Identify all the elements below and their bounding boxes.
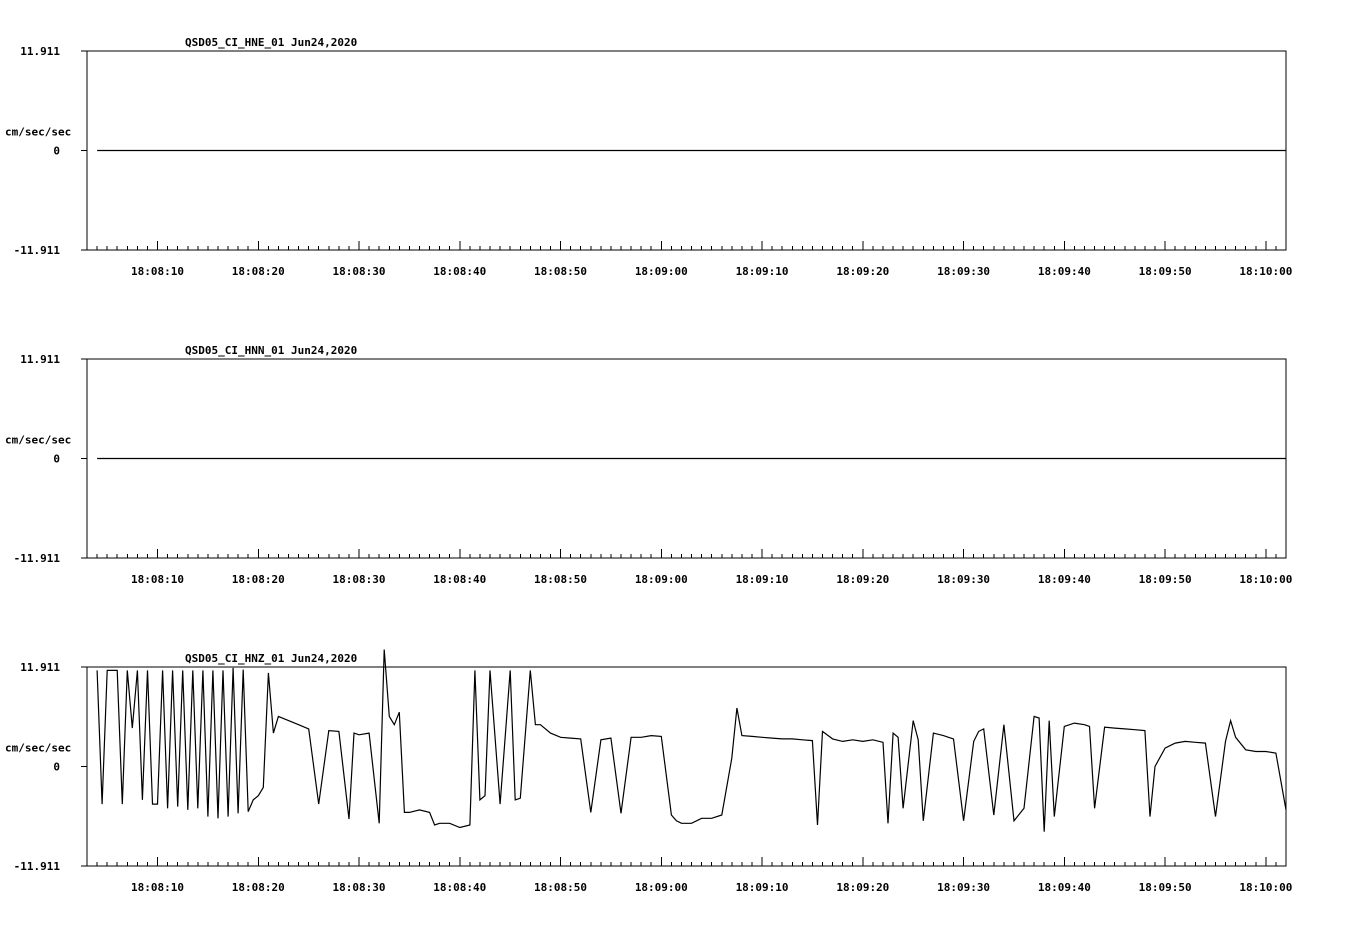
x-tick-label: 18:09:30 — [937, 573, 991, 586]
x-tick-label: 18:09:40 — [1037, 573, 1091, 586]
y-tick-label: 0 — [53, 760, 60, 774]
x-tick-label: 18:08:40 — [433, 573, 487, 586]
x-tick-label: 18:08:50 — [534, 881, 588, 894]
y-tick-label: -11.911 — [13, 552, 60, 565]
x-tick-label: 18:08:10 — [131, 881, 185, 894]
x-tick-label: 18:08:50 — [534, 265, 588, 278]
y-tick-label: -11.911 — [13, 860, 60, 873]
x-tick-label: 18:09:30 — [937, 881, 991, 894]
x-tick-label: 18:09:10 — [735, 265, 789, 278]
x-tick-label: 18:09:20 — [836, 881, 890, 894]
y-axis-label: cm/sec/sec — [5, 741, 72, 755]
y-tick-label: 11.911 — [20, 661, 60, 674]
x-tick-label: 18:10:00 — [1239, 881, 1293, 894]
x-tick-label: 18:10:00 — [1239, 265, 1293, 278]
y-tick-label: 0 — [53, 452, 60, 466]
x-tick-label: 18:08:30 — [332, 265, 386, 278]
x-tick-label: 18:08:30 — [332, 881, 386, 894]
x-tick-label: 18:08:10 — [131, 573, 185, 586]
x-tick-label: 18:08:50 — [534, 573, 588, 586]
x-tick-label: 18:09:50 — [1138, 881, 1192, 894]
y-tick-label: -11.911 — [13, 244, 60, 257]
x-tick-label: 18:09:00 — [634, 265, 688, 278]
x-tick-label: 18:09:10 — [735, 881, 789, 894]
x-tick-label: 18:08:20 — [231, 573, 285, 586]
y-tick-label: 11.911 — [20, 353, 60, 366]
chart-title: QSD05_CI_HNZ_01 Jun24,2020 — [185, 652, 358, 665]
chart-title: QSD05_CI_HNN_01 Jun24,2020 — [185, 344, 358, 357]
chart-title: QSD05_CI_HNE_01 Jun24,2020 — [185, 36, 358, 49]
x-tick-label: 18:08:30 — [332, 573, 386, 586]
x-tick-label: 18:08:10 — [131, 265, 185, 278]
y-tick-label: 11.911 — [20, 45, 60, 58]
x-tick-label: 18:09:20 — [836, 573, 890, 586]
x-tick-label: 18:08:40 — [433, 265, 487, 278]
x-tick-label: 18:09:00 — [634, 573, 688, 586]
x-tick-label: 18:10:00 — [1239, 573, 1293, 586]
x-tick-label: 18:09:50 — [1138, 265, 1192, 278]
x-tick-label: 18:09:50 — [1138, 573, 1192, 586]
y-axis-label: cm/sec/sec — [5, 433, 72, 447]
x-tick-label: 18:09:10 — [735, 573, 789, 586]
x-tick-label: 18:09:40 — [1037, 265, 1091, 278]
y-tick-label: 0 — [53, 144, 60, 158]
x-tick-label: 18:09:20 — [836, 265, 890, 278]
x-tick-label: 18:08:20 — [231, 881, 285, 894]
x-tick-label: 18:09:30 — [937, 265, 991, 278]
x-tick-label: 18:09:40 — [1037, 881, 1091, 894]
x-tick-label: 18:08:20 — [231, 265, 285, 278]
x-tick-label: 18:08:40 — [433, 881, 487, 894]
x-tick-label: 18:09:00 — [634, 881, 688, 894]
series-line — [97, 650, 1286, 832]
y-axis-label: cm/sec/sec — [5, 125, 72, 139]
